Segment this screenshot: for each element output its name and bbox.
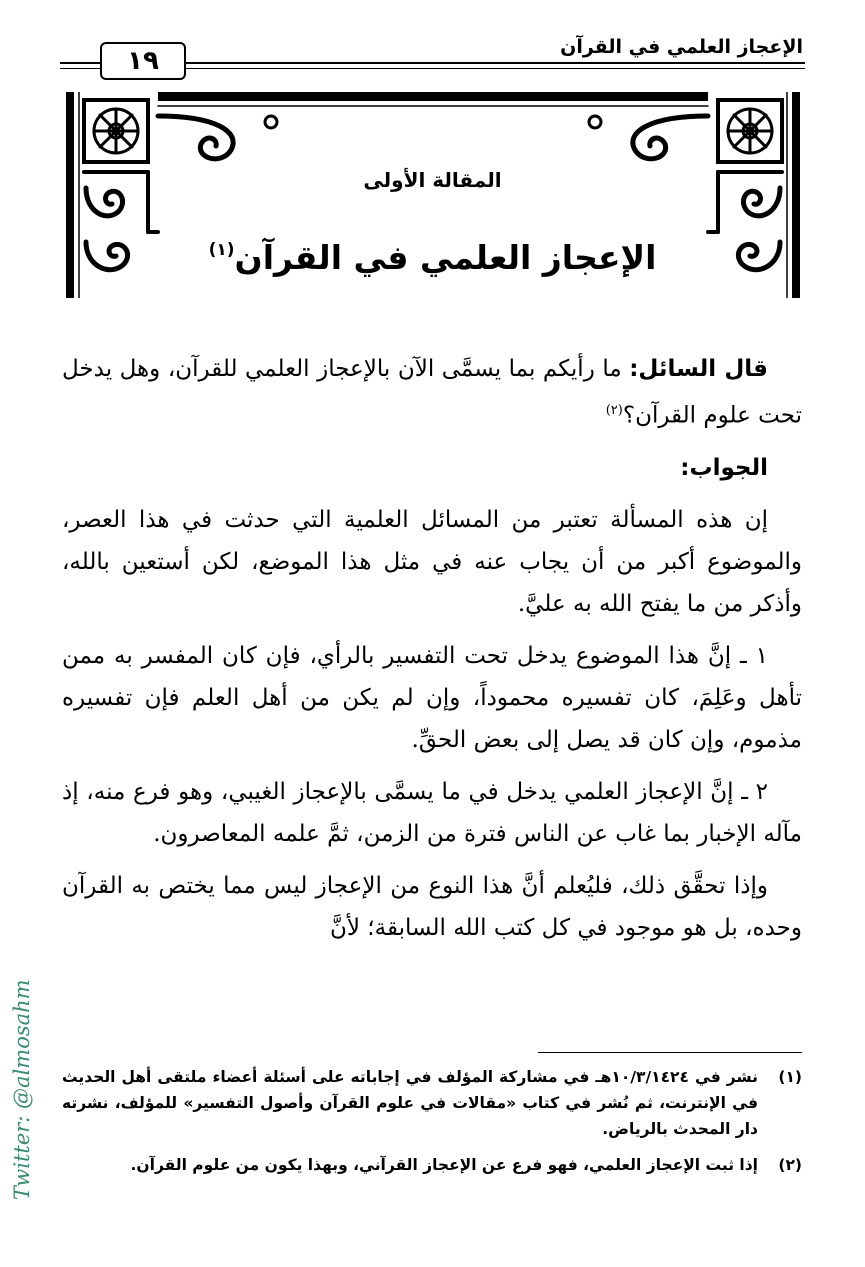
footnote-text: نشر في ١٠/٣/١٤٢٤هـ في مشاركة المؤلف في إجاباته على أسئلة أعضاء ملتقى أهل الحديث في الإنترنت، ثم نُشر في كتاب «مقالات في علوم القرآن وأصول التفسير» للمؤلف، نشرته دار المحدث بالرياض. [62,1068,758,1138]
running-title: الإعجاز العلمي في القرآن [560,36,803,58]
article-body [62,348,802,959]
body-paragraph: ١ ـ إنَّ هذا الموضوع يدخل تحت التفسير بالرأي، فإن كان المفسر به ممن تأهل وعَلِمَ، كان تفسيره محموداً، وإن لم يكن من أهل العلم فإن تفسيره مذموم، وإن كان قد يصل إلى بعض الحقِّ. [62,642,802,753]
question-lead: قال السائل: [629,356,768,382]
page-number: ١٩ [100,42,186,80]
footnote-ref: (١) [208,240,235,260]
footnotes [62,1064,802,1188]
article-title [0,238,865,277]
body-paragraph: وإذا تحقَّق ذلك، فليُعلم أنَّ هذا النوع من الإعجاز ليس مما يختص به القرآن وحده، بل هو موجود في كل كتب الله السابقة؛ لأنَّ [62,872,802,941]
footnote [62,1152,802,1178]
footnote-rule [538,1052,802,1053]
footnote-number: (٢) [778,1156,802,1174]
footnote-text: إذا ثبت الإعجاز العلمي، فهو فرع عن الإعجاز القرآني، وبهذا يكون من علوم القرآن. [130,1156,758,1174]
footnote-ref: (٢) [605,403,623,418]
answer-label: الجواب: [680,454,768,481]
article-label: المقالة الأولى [363,168,502,192]
question-paragraph [62,348,802,437]
watermark: Twitter: @almosahm [10,979,34,1200]
footnote-number: (١) [778,1068,802,1086]
article-title-text: الإعجاز العلمي في القرآن [234,238,657,277]
body-paragraph: إن هذه المسألة تعتبر من المسائل العلمية التي حدثت في هذا العصر، والموضوع أكبر من أن يجاب عنه في مثل هذا الموضع، لكن أستعين بالله، وأذكر من ما يفتح الله به عليَّ. [62,506,802,617]
question-text: ما رأيكم بما يسمَّى الآن بالإعجاز العلمي للقرآن، وهل يدخل تحت علوم القرآن؟ [62,356,802,429]
footnote [62,1064,802,1142]
body-paragraph: ٢ ـ إنَّ الإعجاز العلمي يدخل في ما يسمَّى بالإعجاز الغيبي، وهو فرع منه، إذ مآله الإخبار بما غاب عن الناس فترة من الزمن، ثمَّ علمه المعاصرون. [62,778,802,847]
